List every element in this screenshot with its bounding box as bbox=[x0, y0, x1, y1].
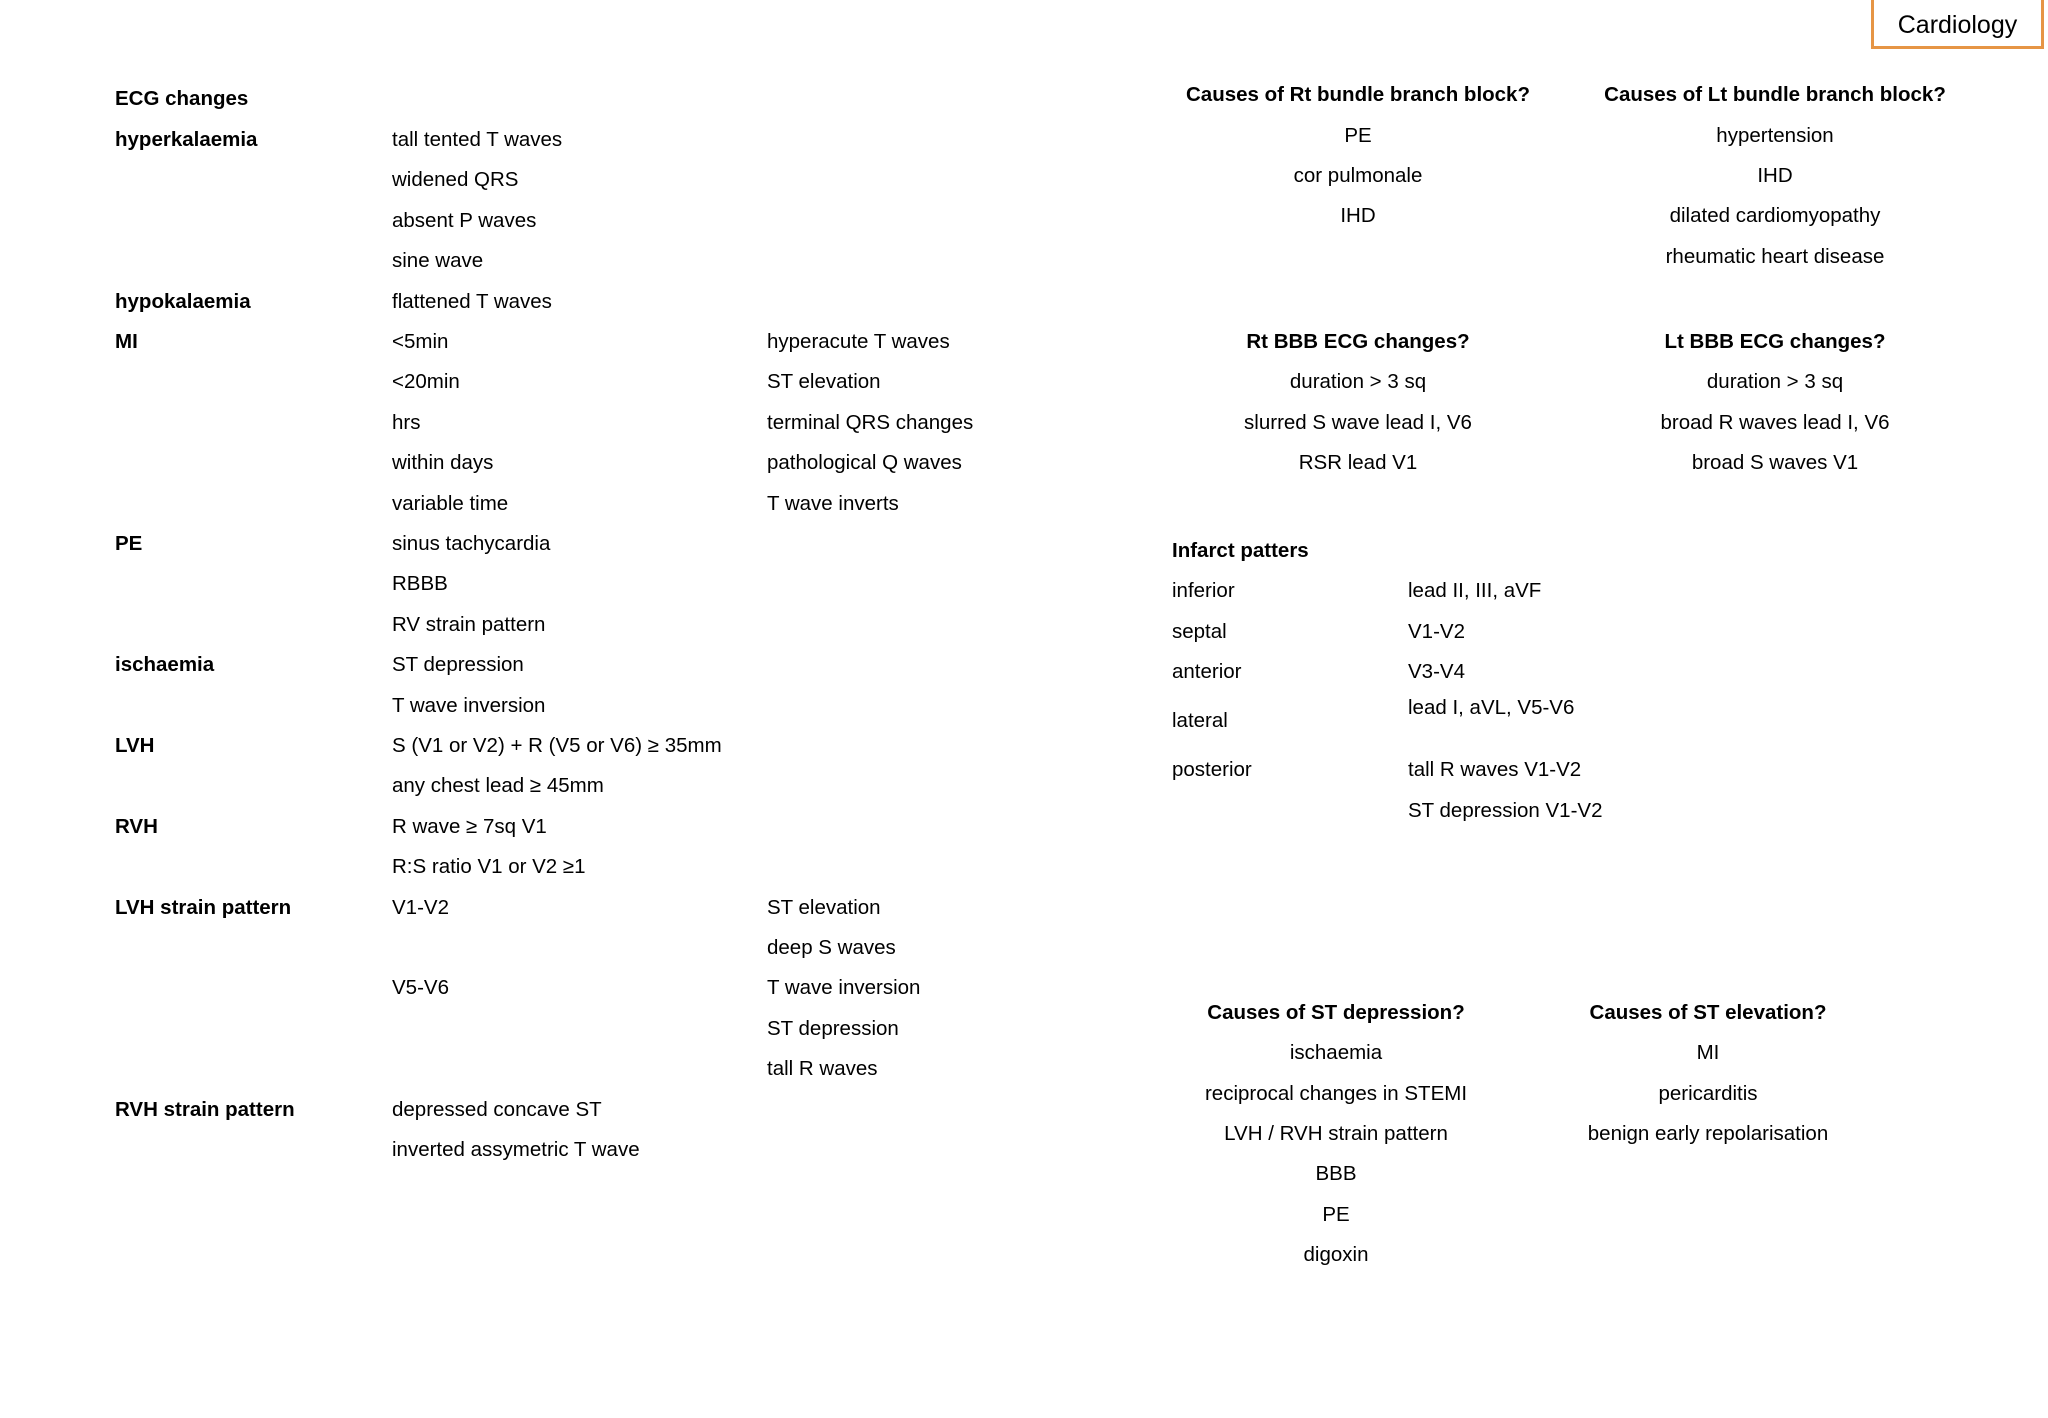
cause-item: digoxin bbox=[1303, 1243, 1369, 1266]
ecg-finding: sine wave bbox=[392, 249, 484, 272]
ecg-finding: RV strain pattern bbox=[392, 613, 546, 636]
ecg-finding: depressed concave ST bbox=[392, 1098, 602, 1121]
strain-lead: V1-V2 bbox=[392, 896, 449, 919]
infarct-leads: tall R waves V1-V2 bbox=[1408, 758, 1582, 781]
mi-time: variable time bbox=[392, 492, 509, 515]
condition-label: PE bbox=[115, 532, 143, 555]
strain-change: T wave inversion bbox=[767, 976, 921, 999]
cause-item: cor pulmonale bbox=[1293, 164, 1423, 187]
section-title: Causes of Lt bundle branch block? bbox=[1604, 83, 1946, 106]
cause-item: benign early repolarisation bbox=[1587, 1122, 1829, 1145]
infarct-region: inferior bbox=[1172, 579, 1235, 602]
ecg-finding: sinus tachycardia bbox=[392, 532, 551, 555]
mi-change: ST elevation bbox=[767, 370, 881, 393]
section-title: Causes of Rt bundle branch block? bbox=[1186, 83, 1530, 106]
section-title: Rt BBB ECG changes? bbox=[1246, 330, 1470, 353]
infarct-region: anterior bbox=[1172, 660, 1242, 683]
ecg-finding: absent P waves bbox=[392, 209, 537, 232]
ecg-finding: flattened T waves bbox=[392, 290, 552, 313]
infarct-region: posterior bbox=[1172, 758, 1252, 781]
strain-change: deep S waves bbox=[767, 936, 896, 959]
mi-change: T wave inverts bbox=[767, 492, 899, 515]
cardiology-badge: Cardiology bbox=[1871, 0, 2044, 49]
infarct-region: septal bbox=[1172, 620, 1227, 643]
cause-item: BBB bbox=[1315, 1162, 1357, 1185]
ecg-finding: R wave ≥ 7sq V1 bbox=[392, 815, 547, 838]
infarct-leads: V3-V4 bbox=[1408, 660, 1465, 683]
section-title: Causes of ST elevation? bbox=[1589, 1001, 1827, 1024]
cause-item: dilated cardiomyopathy bbox=[1669, 204, 1881, 227]
cause-item: rheumatic heart disease bbox=[1665, 245, 1885, 268]
cause-item: ischaemia bbox=[1289, 1041, 1383, 1064]
section-title: Lt BBB ECG changes? bbox=[1664, 330, 1886, 353]
mi-time: <5min bbox=[392, 330, 449, 353]
cause-item: hypertension bbox=[1716, 124, 1834, 147]
condition-label: RVH strain pattern bbox=[115, 1098, 295, 1121]
mi-time: <20min bbox=[392, 370, 460, 393]
ecg-finding: RBBB bbox=[392, 572, 448, 595]
condition-label: ischaemia bbox=[115, 653, 215, 676]
mi-time: hrs bbox=[392, 411, 421, 434]
ecg-finding: RSR lead V1 bbox=[1298, 451, 1418, 474]
strain-change: tall R waves bbox=[767, 1057, 878, 1080]
section-title: ECG changes bbox=[115, 87, 249, 110]
ecg-finding: R:S ratio V1 or V2 ≥1 bbox=[392, 855, 586, 878]
ecg-finding: duration > 3 sq bbox=[1706, 370, 1844, 393]
cause-item: LVH / RVH strain pattern bbox=[1224, 1122, 1448, 1145]
ecg-finding: duration > 3 sq bbox=[1289, 370, 1427, 393]
mi-change: hyperacute T waves bbox=[767, 330, 950, 353]
condition-label: LVH strain pattern bbox=[115, 896, 292, 919]
cause-item: reciprocal changes in STEMI bbox=[1204, 1082, 1468, 1105]
mi-change: pathological Q waves bbox=[767, 451, 962, 474]
ecg-finding: ST depression bbox=[392, 653, 524, 676]
cause-item: PE bbox=[1344, 124, 1372, 147]
mi-change: terminal QRS changes bbox=[767, 411, 974, 434]
infarct-leads: ST depression V1-V2 bbox=[1408, 799, 1603, 822]
condition-label: LVH bbox=[115, 734, 155, 757]
strain-change: ST depression bbox=[767, 1017, 899, 1040]
cause-item: IHD bbox=[1757, 164, 1793, 187]
condition-label: MI bbox=[115, 330, 138, 353]
section-title: Causes of ST depression? bbox=[1207, 1001, 1465, 1024]
condition-label: hyperkalaemia bbox=[115, 128, 258, 151]
ecg-finding: slurred S wave lead I, V6 bbox=[1244, 411, 1472, 434]
ecg-finding: S (V1 or V2) + R (V5 or V6) ≥ 35mm bbox=[392, 734, 722, 757]
infarct-region: lateral bbox=[1172, 709, 1228, 732]
cause-item: PE bbox=[1322, 1203, 1350, 1226]
ecg-finding: tall tented T waves bbox=[392, 128, 563, 151]
ecg-finding: inverted assymetric T wave bbox=[392, 1138, 640, 1161]
cause-item: MI bbox=[1696, 1041, 1720, 1064]
infarct-leads: V1-V2 bbox=[1408, 620, 1465, 643]
ecg-finding: T wave inversion bbox=[392, 694, 546, 717]
ecg-finding: broad R waves lead I, V6 bbox=[1660, 411, 1890, 434]
condition-label: hypokalaemia bbox=[115, 290, 251, 313]
ecg-finding: any chest lead ≥ 45mm bbox=[392, 774, 604, 797]
mi-time: within days bbox=[392, 451, 494, 474]
strain-change: ST elevation bbox=[767, 896, 881, 919]
strain-lead: V5-V6 bbox=[392, 976, 449, 999]
section-title: Infarct patters bbox=[1172, 539, 1309, 562]
ecg-finding: widened QRS bbox=[392, 168, 519, 191]
infarct-leads: lead II, III, aVF bbox=[1408, 579, 1542, 602]
infarct-leads: lead I, aVL, V5-V6 bbox=[1408, 696, 1575, 719]
condition-label: RVH bbox=[115, 815, 158, 838]
ecg-finding: broad S waves V1 bbox=[1691, 451, 1859, 474]
cause-item: pericarditis bbox=[1658, 1082, 1758, 1105]
cause-item: IHD bbox=[1340, 204, 1376, 227]
